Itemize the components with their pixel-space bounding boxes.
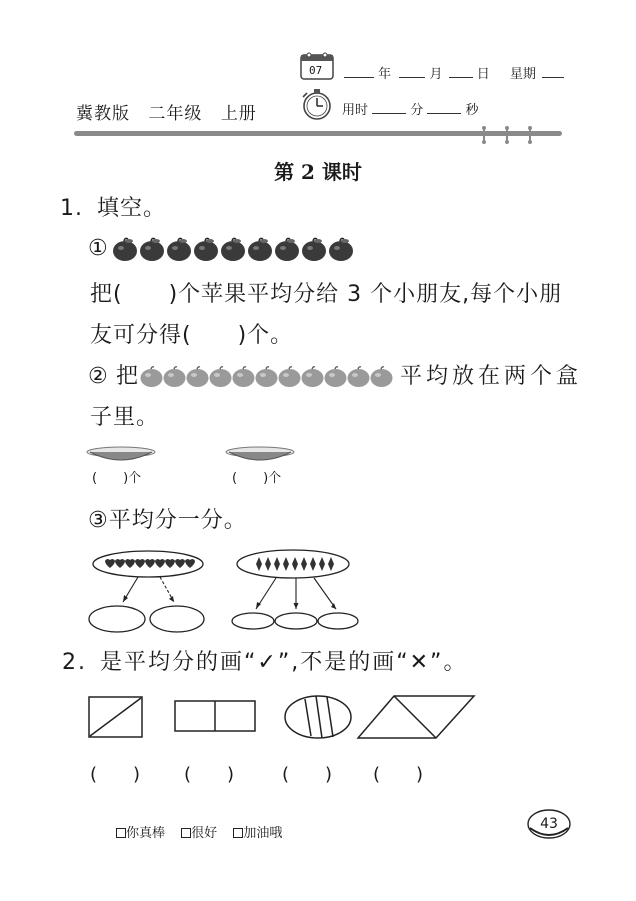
checkbox-option-3[interactable] bbox=[233, 828, 243, 838]
apple-icon bbox=[112, 238, 138, 262]
volume: 上册 bbox=[220, 104, 257, 124]
diamonds-division-diagram bbox=[230, 546, 360, 636]
q2-heading bbox=[62, 652, 467, 674]
date-line bbox=[344, 66, 564, 81]
year-label: 年 bbox=[378, 67, 392, 82]
self-evaluation bbox=[116, 822, 282, 841]
diamond-icons bbox=[256, 557, 334, 571]
apple-icon bbox=[139, 238, 165, 262]
apple-icon bbox=[324, 366, 347, 388]
q2-number: 2. bbox=[62, 650, 87, 675]
q1-heading bbox=[60, 198, 166, 220]
checkbox-option-2[interactable] bbox=[181, 828, 191, 838]
q1-part3-text: 平均分一分。 bbox=[108, 508, 247, 533]
edition: 冀教版 bbox=[76, 104, 130, 124]
plate-right-icon bbox=[225, 446, 295, 466]
month-label: 月 bbox=[429, 67, 443, 82]
q1-part1-line1: 把( )个苹果平均分给 3 个小朋友,每个小朋 bbox=[90, 282, 563, 307]
time-used-label: 用时 bbox=[342, 103, 369, 118]
stopwatch-icon bbox=[300, 88, 334, 120]
q1-part3-marker: ③ bbox=[88, 508, 109, 533]
parallelogram-diagonal-shape bbox=[356, 694, 476, 740]
apple-icon bbox=[209, 366, 232, 388]
apple-icon bbox=[166, 238, 192, 262]
apple-icon bbox=[163, 366, 186, 388]
apple-icon bbox=[220, 238, 246, 262]
circle-slanted-stripes-shape bbox=[283, 694, 353, 740]
hearts-division-diagram bbox=[86, 546, 216, 636]
grade: 二年级 bbox=[148, 104, 203, 124]
q1-instruction: 填空。 bbox=[97, 196, 167, 221]
q2-answer-2[interactable]: ( ) bbox=[184, 764, 235, 785]
hearts-target-ellipse-2 bbox=[150, 606, 204, 632]
apple-icon bbox=[247, 238, 273, 262]
q1-part2-line2: 子里。 bbox=[90, 405, 160, 430]
square-diagonal-shape bbox=[88, 696, 144, 738]
apple-icon bbox=[278, 366, 301, 388]
apple-icon bbox=[255, 366, 278, 388]
apple-icon bbox=[186, 366, 209, 388]
q1-part2-tail: 平均放在两个盒 bbox=[400, 364, 583, 389]
q1-number: 1. bbox=[60, 196, 83, 221]
q1-part1-line2: 友可分得( )个。 bbox=[90, 323, 294, 348]
option-label-1: 你真棒 bbox=[126, 826, 166, 841]
apple-icon bbox=[301, 238, 327, 262]
q2-answer-3[interactable]: ( ) bbox=[282, 764, 333, 785]
diamonds-target-ellipse-1 bbox=[232, 613, 274, 629]
option-label-3: 加油哦 bbox=[243, 826, 283, 841]
second-label: 秒 bbox=[465, 103, 479, 118]
page-number: 43 bbox=[540, 816, 558, 832]
option-label-2: 很好 bbox=[191, 826, 218, 841]
diamonds-target-ellipse-3 bbox=[318, 613, 358, 629]
apple-icon bbox=[347, 366, 370, 388]
apple-icon bbox=[328, 238, 354, 262]
hearts-target-ellipse-1 bbox=[89, 606, 145, 632]
apple-icon bbox=[140, 366, 163, 388]
q1-part1-marker: ① bbox=[88, 236, 109, 261]
checkbox-option-1[interactable] bbox=[116, 828, 126, 838]
diamonds-target-ellipse-2 bbox=[275, 613, 317, 629]
q2-answer-4[interactable]: ( ) bbox=[373, 764, 424, 785]
book-info bbox=[76, 99, 257, 124]
day-label: 日 bbox=[476, 67, 490, 82]
apple-icon bbox=[193, 238, 219, 262]
time-used-line bbox=[342, 102, 479, 117]
q1-part2-marker: ② bbox=[88, 364, 109, 389]
apple-icon bbox=[370, 366, 393, 388]
plate-right-label: ( )个 bbox=[232, 471, 282, 486]
apple-icon bbox=[232, 366, 255, 388]
q2-answer-1[interactable]: ( ) bbox=[90, 764, 141, 785]
q1-part2-lead: 把 bbox=[116, 364, 140, 389]
header-rule bbox=[74, 126, 564, 148]
minute-label: 分 bbox=[410, 103, 424, 118]
weekday-label: 星期 bbox=[509, 67, 536, 82]
plate-left-icon bbox=[86, 446, 156, 466]
apple-icon bbox=[301, 366, 324, 388]
apple-icon bbox=[274, 238, 300, 262]
q1-part3 bbox=[88, 510, 247, 532]
heart-icons bbox=[105, 559, 195, 568]
calendar-day: 07 bbox=[309, 64, 323, 77]
rectangle-halves-shape bbox=[174, 700, 256, 732]
lesson-title: 第 2 课时 bbox=[274, 160, 362, 184]
plate-left-label: ( )个 bbox=[92, 471, 142, 486]
q2-text: 是平均分的画“✓”,不是的画“✕”。 bbox=[100, 650, 468, 675]
